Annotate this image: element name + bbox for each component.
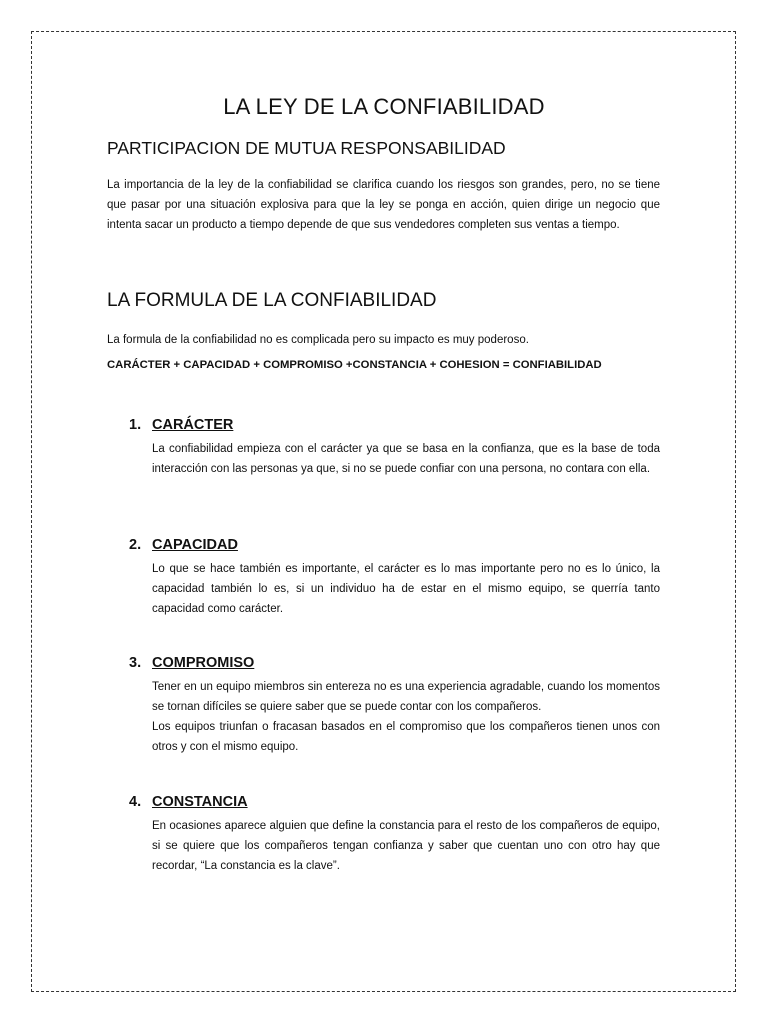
section-heading: LA FORMULA DE LA CONFIABILIDAD (107, 290, 437, 311)
list-item-title: CONSTANCIA (152, 794, 248, 810)
list-item (129, 537, 660, 619)
list-item-heading (129, 537, 660, 559)
list-item-title: CAPACIDAD (152, 537, 238, 553)
list-item-title: CARÁCTER (152, 417, 234, 433)
list-item (129, 417, 660, 479)
list-item-number: 2. (129, 537, 142, 553)
list-item-text: Tener en un equipo miembros sin entereza no es una experiencia agradable, cuando los momentos se tornan difíciles se quiere saber que se puede contar con los compañeros. (152, 681, 660, 713)
list-item (129, 794, 660, 876)
formula-line: CARÁCTER + CAPACIDAD + COMPROMISO +CONSTANCIA + COHESION = CONFIABILIDAD (107, 359, 602, 371)
intro-paragraph: La importancia de la ley de la confiabilidad se clarifica cuando los riesgos son grandes, pero, no se tiene que pasar por una situación explosiva para que la ley se ponga en acción, quien dirige un negocio que intenta sacar un producto a tiempo depende de que sus vendedores completen sus ventas a tiempo. (107, 179, 660, 231)
list-item (129, 655, 660, 757)
list-item-number: 3. (129, 655, 142, 671)
section-intro-paragraph: La formula de la confiabilidad no es complicada pero su impacto es muy poderoso. (107, 334, 529, 346)
list-item-number: 4. (129, 794, 142, 810)
list-item-number: 1. (129, 417, 142, 433)
list-item-text-continued: Los equipos triunfan o fracasan basados en el compromiso que los compañeros tienen unos con otros y con el mismo equipo. (152, 721, 660, 753)
list-item-text: Lo que se hace también es importante, el carácter es lo mas importante pero no es lo único, la capacidad también lo es, si un individuo ha de estar en el mismo equipo, se querría tanto capacidad como carácter. (152, 563, 660, 615)
list-item-text: En ocasiones aparece alguien que define la constancia para el resto de los compañeros de equipo, si se quiere que los compañeros tengan confianza y saber que cuentan uno con otro hay que recordar, “La constancia es la clave”. (152, 820, 660, 872)
list-item-heading (129, 417, 660, 439)
document-title: LA LEY DE LA CONFIABILIDAD (223, 94, 545, 119)
list-item-title: COMPROMISO (152, 655, 255, 671)
list-item-heading (129, 794, 660, 816)
list-item-text: La confiabilidad empieza con el carácter ya que se basa en la confianza, que es la base de toda interacción con las personas ya que, si no se puede confiar con una persona, no contara con ella. (152, 443, 660, 475)
document-subtitle: PARTICIPACION DE MUTUA RESPONSABILIDAD (107, 138, 506, 158)
list-item-heading (129, 655, 660, 677)
